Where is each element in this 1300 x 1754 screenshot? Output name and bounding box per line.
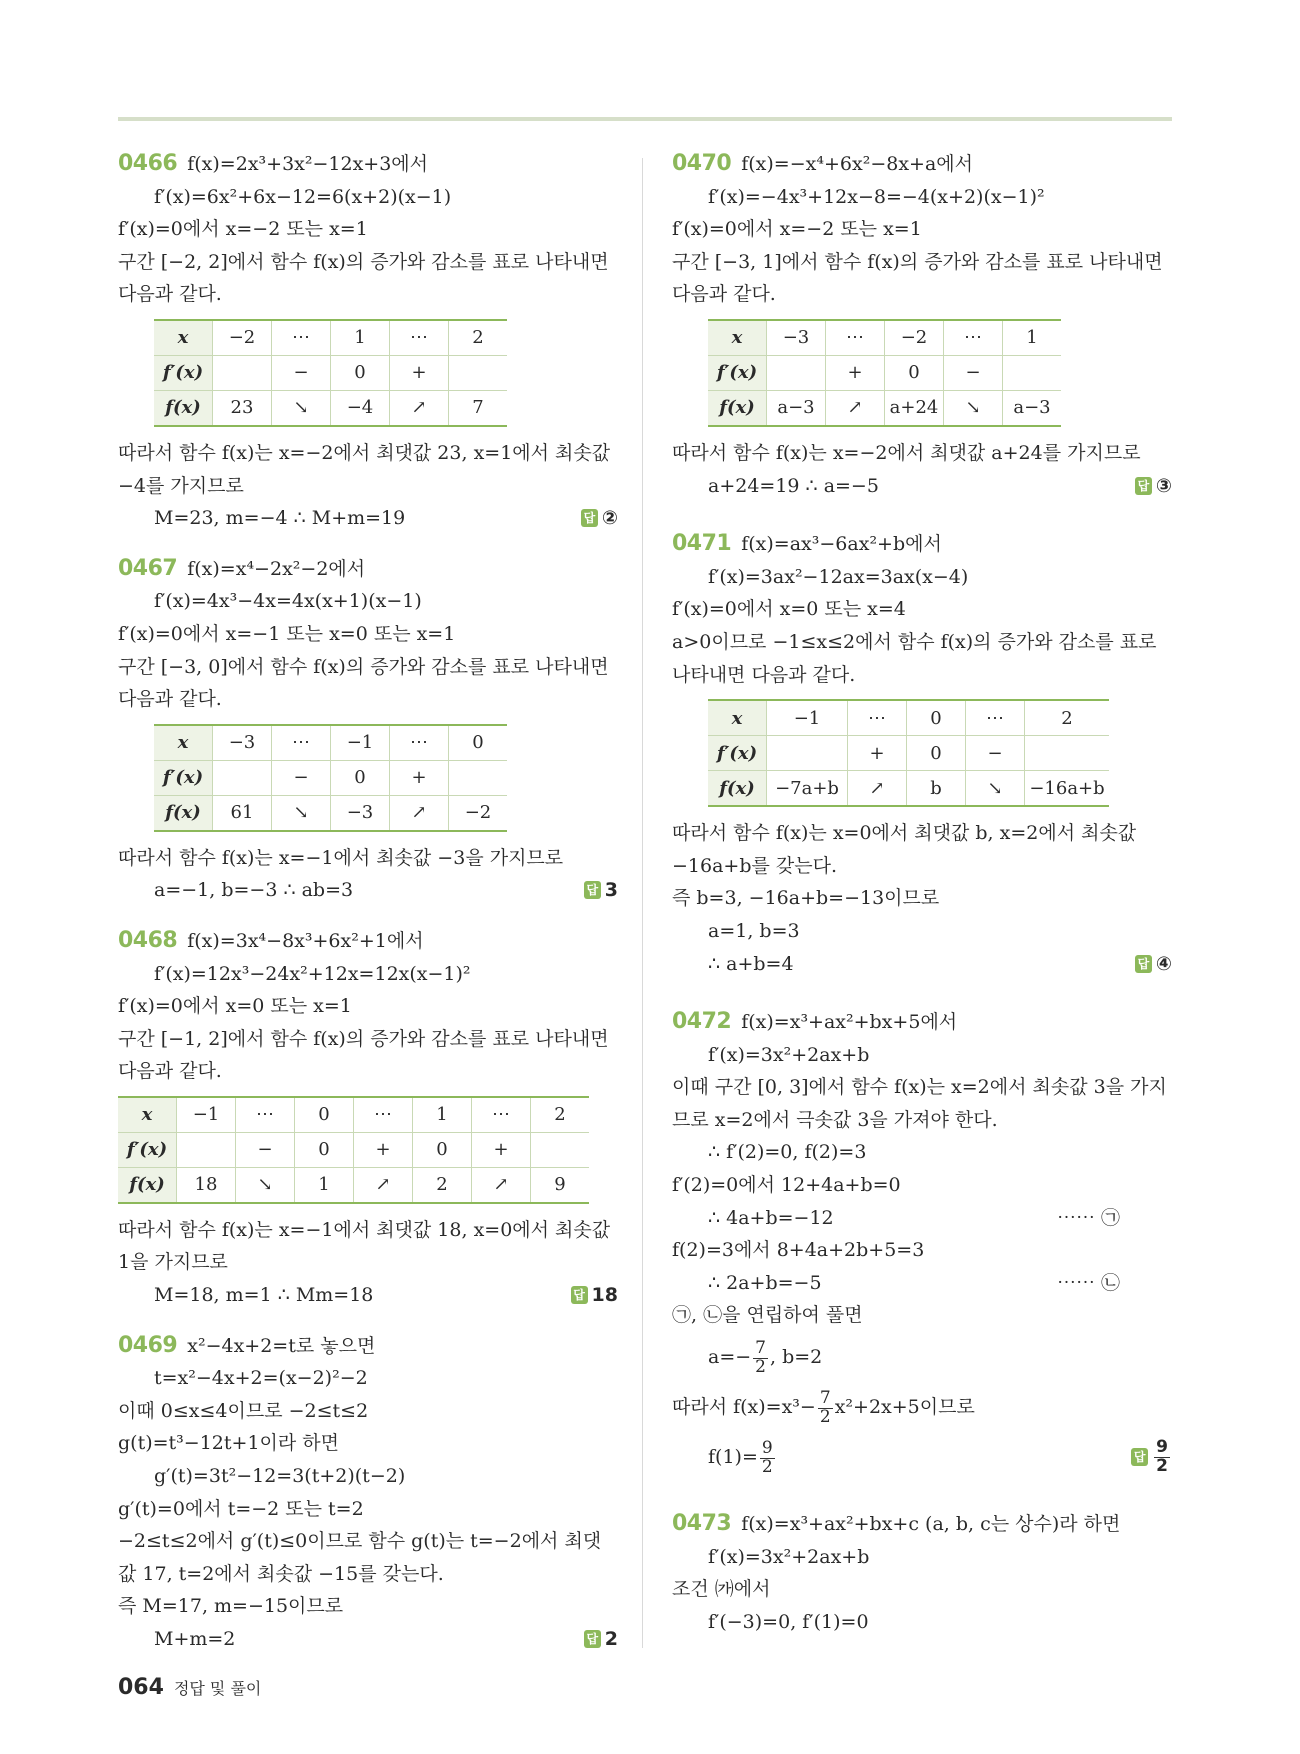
- variation-table: x −3 ⋯ −2 ⋯ 1 f′(x) + 0 − f(x) a−3 ↗ a+24 ↘ a−3: [708, 319, 1061, 427]
- problem-number: 0473: [672, 1511, 732, 1537]
- answer-badge: 답: [1135, 477, 1152, 495]
- problem-0473: 0473 f(x)=x³+ax²+bx+c (a, b, c는 상수)라 하면 f′(x)=3x²+2ax+b 조건 ㈎에서 f′(−3)=0, f′(1)=0: [672, 1511, 1121, 1633]
- page-number: 064: [118, 1675, 164, 1700]
- answer: 답 3: [584, 874, 618, 907]
- problem-number: 0471: [672, 531, 732, 557]
- problem-number: 0469: [118, 1332, 178, 1358]
- problem-0471: 0471 f(x)=ax³−6ax²+b에서 f′(x)=3ax²−12ax=3ax(x−4) f′(x)=0에서 x=0 또는 x=4 a>0이므로 −1≤x≤2에서 함수 f(x)의 증가와 감소를 표로 나타내면 다음과 같다. x −1 ⋯ 0 ⋯ 2 f′(x) + 0 − f(x) −7a+b ↗ b ↘ −16a+b 따라서 함수 f(x)는 x=0에서 최댓값 b, x=2에서 최솟값 −16a+b를 갖는다. 즉 b=3, −16a+b=−13이므로 a=1, b=3 ∴ a+b=4 답 ④: [672, 528, 1172, 980]
- left-column: [118, 148, 618, 1674]
- fraction: $\frac{9}{2}$: [761, 1437, 773, 1477]
- problem-0469: 0469 x²−4x+2=t로 놓으면 t=x²−4x+2=(x−2)²−2 이때 0≤x≤4이므로 −2≤t≤2 g(t)=t³−12t+1이라 하면 g′(t)=3t²−12=3(t+2)(t−2) g′(t)=0에서 t=−2 또는 t=2 −2≤t≤2에서 g′(t)≤0이므로 함수 g(t)는 t=−2에서 최댓 값 17, t=2에서 최솟값 −15를 갖는다. 즉 M=17, m=−15이므로 M+m=2 답 2: [118, 1330, 618, 1656]
- problem-0466: 0466 f(x)=2x³+3x²−12x+3에서 f′(x)=6x²+6x−12=6(x+2)(x−1) f′(x)=0에서 x=−2 또는 x=1 구간 [−2, 2]에서 함수 f(x)의 증가와 감소를 표로 나타내면 다음과 같다. x −2 ⋯ 1 ⋯ 2 f′(x) − 0 + f(x) 23 ↘ −4 ↗ 7 따라서 함수 f(x)는 x=−2에서 최댓값 23, x=1에서 최솟값 −4를 가지므로 M=23, m=−4 ∴ M+m=19 답 ②: [118, 148, 618, 535]
- problem-number: 0467: [118, 555, 178, 581]
- problem-0470: 0470 f(x)=−x⁴+6x²−8x+a에서 f′(x)=−4x³+12x−8=−4(x+2)(x−1)² f′(x)=0에서 x=−2 또는 x=1 구간 [−3, 1]에서 함수 f(x)의 증가와 감소를 표로 나타내면 다음과 같다. x −3 ⋯ −2 ⋯ 1 f′(x) + 0 − f(x) a−3 ↗ a+24 ↘ a−3 따라서 함수 f(x)는 x=−2에서 최댓값 a+24를 가지므로 a+24=19 ∴ a=−5 답 ③: [672, 148, 1172, 502]
- answer: 답 18: [571, 1279, 618, 1312]
- problem-0472: 0472 f(x)=x³+ax²+bx+5에서 f′(x)=3x²+2ax+b 이때 구간 [0, 3]에서 함수 f(x)는 x=2에서 최솟값 3을 가지 므로 x=2에서 극솟값 3을 가져야 한다. ∴ f′(2)=0, f(2)=3 f′(2)=0에서 12+4a+b=0 ∴ 4a+b=−12 ⋯⋯ ㉠ f(2)=3에서 8+4a+2b+5=3 ∴ 2a+b=−5 ⋯⋯ ㉡ ㉠, ㉡을 연립하여 풀면 a=− $\frac{7}{2}$ , b=2 따라서 f(x)=x³− $\frac{7}{2}$ x²+2x+5이므로 f(1)= $\frac{9}{2}$ 답 $\frac{9}{2}$: [672, 1006, 1172, 1482]
- variation-table: x −1 ⋯ 0 ⋯ 2 f′(x) + 0 − f(x) −7a+b ↗ b ↘ −16a+b: [708, 699, 1109, 807]
- problem-number: 0470: [672, 151, 732, 176]
- answer-badge: 답: [584, 881, 601, 899]
- problem-number: 0468: [118, 927, 178, 953]
- column-divider: [642, 158, 643, 1648]
- answer: 답 $\frac{9}{2}$: [1131, 1432, 1172, 1482]
- equation-marker: ⋯⋯ ㉠: [1057, 1206, 1121, 1229]
- answer: 답 ③: [1135, 470, 1172, 503]
- right-column: [672, 148, 1172, 1656]
- function-result: 따라서 f(x)=x³− $\frac{7}{2}$ x²+2x+5이므로: [672, 1387, 975, 1427]
- answer-badge: 답: [571, 1286, 588, 1304]
- problem-number: 0472: [672, 1009, 732, 1035]
- fraction: $\frac{7}{2}$: [755, 1337, 766, 1377]
- problem-0468: 0468 f(x)=3x⁴−8x³+6x²+1에서 f′(x)=12x³−24x²+12x=12x(x−1)² f′(x)=0에서 x=0 또는 x=1 구간 [−1, 2]에서 함수 f(x)의 증가와 감소를 표로 나타내면 다음과 같다. x −1 ⋯ 0 ⋯ 1 ⋯ 2 f′(x) − 0 + 0 + f(x) 18 ↘ 1 ↗ 2 ↗ 9 따라서 함수 f(x)는 x=−1에서 최댓값 18, x=0에서 최솟값 1을 가지므로 M=18, m=1 ∴ Mm=18 답 18: [118, 925, 618, 1312]
- equation-marker: ⋯⋯ ㉡: [1057, 1271, 1121, 1294]
- problem-0467: 0467 f(x)=x⁴−2x²−2에서 f′(x)=4x³−4x=4x(x+1)(x−1) f′(x)=0에서 x=−1 또는 x=0 또는 x=1 구간 [−3, 0]에서 함수 f(x)의 증가와 감소를 표로 나타내면 다음과 같다. x −3 ⋯ −1 ⋯ 0 f′(x) − 0 + f(x) 61 ↘ −3 ↗ −2 따라서 함수 f(x)는 x=−1에서 최솟값 −3을 가지므로 a=−1, b=−3 ∴ ab=3 답 3: [118, 553, 618, 907]
- solution-ab: a=− $\frac{7}{2}$ , b=2: [708, 1337, 823, 1377]
- problem-number: 0466: [118, 151, 178, 176]
- answer-badge: 답: [1131, 1448, 1148, 1466]
- answer: 답 ②: [581, 502, 618, 535]
- answer-badge: 답: [1135, 955, 1152, 973]
- answer: 답 ④: [1135, 948, 1172, 981]
- answer-badge: 답: [584, 1630, 601, 1648]
- variation-table: x −1 ⋯ 0 ⋯ 1 ⋯ 2 f′(x) − 0 + 0 + f(x) 18 ↘ 1 ↗ 2 ↗ 9: [118, 1096, 589, 1204]
- f1-result: f(1)= $\frac{9}{2}$ 답 $\frac{9}{2}$: [672, 1432, 1172, 1482]
- variation-table: x −3 ⋯ −1 ⋯ 0 f′(x) − 0 + f(x) 61 ↘ −3 ↗ −2: [154, 724, 507, 832]
- fraction: $\frac{7}{2}$: [819, 1387, 831, 1427]
- page-footer: [118, 1675, 261, 1700]
- page-title: 정답 및 풀이: [173, 1679, 262, 1698]
- answer-badge: 답: [581, 509, 598, 527]
- answer: 답 2: [584, 1623, 618, 1656]
- header-rule: [118, 117, 1172, 121]
- variation-table: x −2 ⋯ 1 ⋯ 2 f′(x) − 0 + f(x) 23 ↘ −4 ↗ 7: [154, 319, 507, 427]
